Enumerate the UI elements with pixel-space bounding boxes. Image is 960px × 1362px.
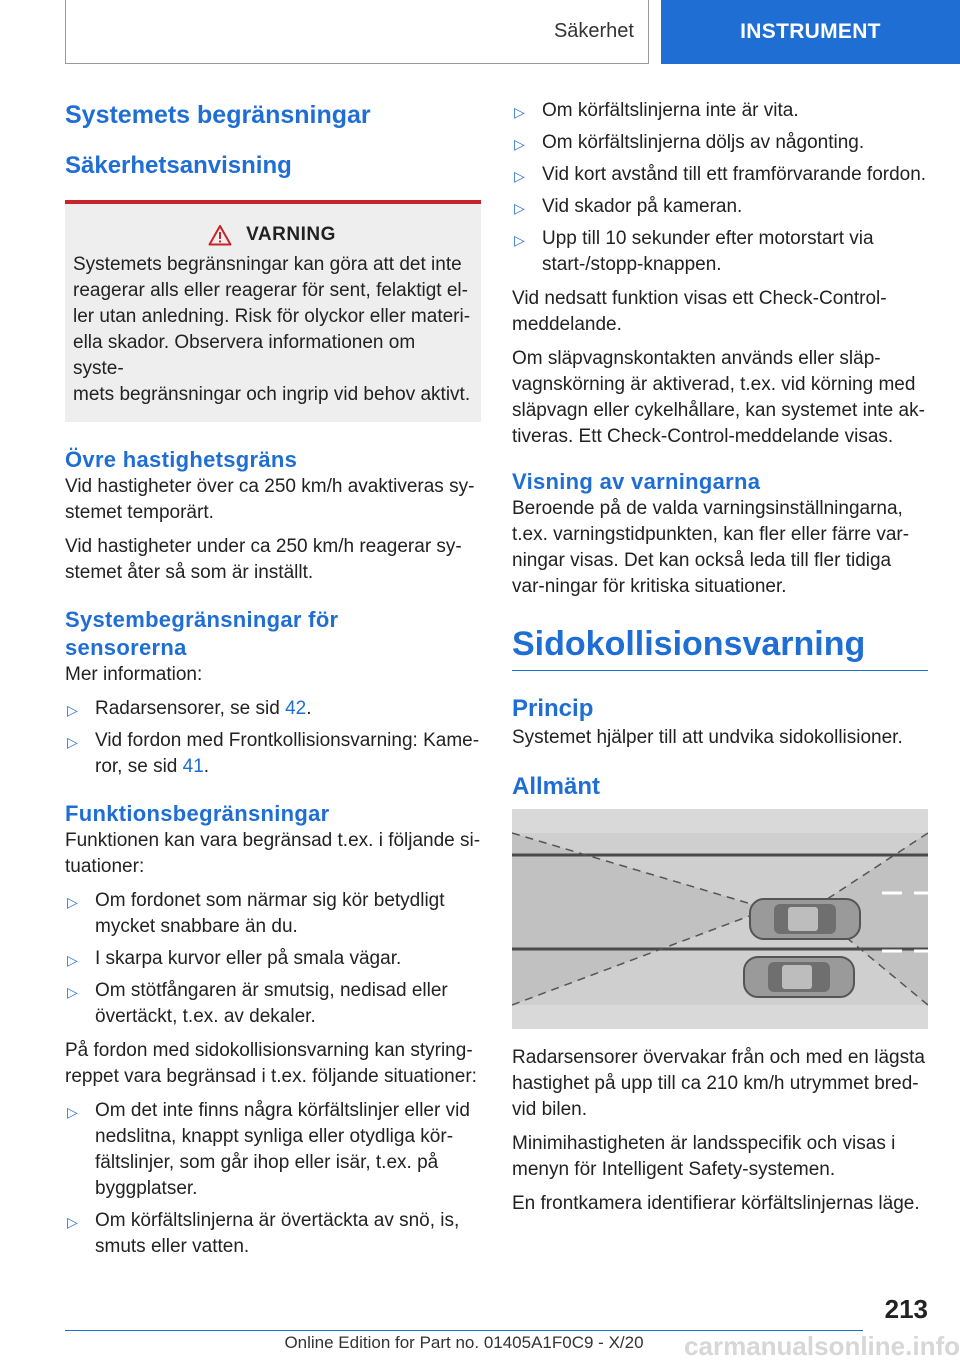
principle-paragraph: Systemet hjälper till att undvika sidokollisioner. — [512, 727, 903, 748]
trailer-paragraph: Om släpvagnskontakten används eller släp-vagnskörning är aktiverad, t.ex. vid körning med släpvagn eller cykelhållare, kan systemet inte ak-tiveras. Ett Check-Control-meddelande visas. — [512, 348, 925, 447]
function-heading: Funktionsbegränsningar — [65, 801, 330, 826]
car-icon — [750, 899, 860, 939]
page-link[interactable]: 42 — [285, 698, 307, 719]
warning-line: reagerar alls eller reagerar för sent, felaktigt el- — [73, 280, 468, 301]
function-list — [65, 888, 481, 1030]
triangle-bullet-icon: ▷ — [67, 984, 78, 1000]
steering-list — [65, 1098, 481, 1260]
speed-paragraph-2: Vid hastigheter under ca 250 km/h reagerar sy-stemet åter så som är inställt. — [65, 536, 462, 583]
triangle-bullet-icon: ▷ — [514, 232, 525, 248]
section-tab[interactable] — [65, 0, 649, 64]
more-info: Mer information: — [65, 664, 203, 685]
condition-list — [512, 98, 928, 278]
triangle-bullet-icon: ▷ — [514, 168, 525, 184]
list-item: ▷ Vid skador på kameran. — [512, 194, 928, 220]
list-item: ▷ I skarpa kurvor eller på smala vägar. — [65, 946, 481, 972]
triangle-bullet-icon: ▷ — [514, 136, 525, 152]
warning-triangle-icon — [208, 224, 232, 246]
list-item: ▷ Om fordonet som närmar sig kör betydligt mycket snabbare än du. — [67, 890, 445, 937]
triangle-bullet-icon: ▷ — [514, 104, 525, 120]
sensor-heading-line-2: sensorerna — [65, 635, 187, 660]
radar-paragraph: Radarsensorer övervakar från och med en lägsta hastighet på upp till ca 210 km/h utrymmet bred-vid bilen. — [512, 1047, 925, 1120]
steering-intro: På fordon med sidokollisionsvarning kan styring-reppet vara begränsad i t.ex. följande situationer: — [65, 1040, 477, 1087]
triangle-bullet-icon: ▷ — [67, 1214, 78, 1230]
list-item: ▷ Om det inte finns några körfältslinjer eller vid nedslitna, knappt synliga eller otydliga kör-fältslinjer, som går ihop eller isär, t.ex. på byggplatser. — [67, 1100, 470, 1199]
chapter-tab[interactable] — [661, 0, 960, 64]
warning-line: ella skador. Observera informationen om syste- — [73, 332, 416, 379]
list-item: ▷ Radarsensorer, se sid 42. — [65, 696, 481, 722]
function-intro: Funktionen kan vara begränsad t.ex. i följande si-tuationer: — [65, 830, 481, 877]
triangle-bullet-icon: ▷ — [67, 952, 78, 968]
warning-line: ler utan anledning. Risk för olyckor eller materi- — [73, 306, 471, 327]
list-item: ▷ Om körfältslinjerna döljs av någonting. — [512, 130, 928, 156]
triangle-bullet-icon: ▷ — [67, 734, 78, 750]
watermark: carmanualsonline.info — [684, 1331, 960, 1361]
list-item: ▷ Om körfältslinjerna inte är vita. — [512, 98, 928, 124]
speed-heading: Övre hastighetsgräns — [65, 447, 298, 472]
general-heading: Allmänt — [512, 773, 601, 800]
list-item: ▷ Vid kort avstånd till ett framförvarande fordon. — [512, 162, 928, 188]
list-item: ▷ Om stötfångaren är smutsig, nedisad eller övertäckt, t.ex. av dekaler. — [67, 980, 448, 1027]
sensor-heading — [65, 606, 481, 662]
warning-line: Systemets begränsningar kan göra att det inte — [73, 254, 462, 275]
triangle-bullet-icon: ▷ — [514, 200, 525, 216]
car-icon — [744, 957, 854, 997]
page-link[interactable]: 41 — [182, 756, 204, 777]
section-label: Säkerhet — [553, 20, 634, 42]
list-item: ▷ Upp till 10 sekunder efter motorstart via start-/stopp-knappen. — [514, 228, 874, 275]
sensor-heading-line-1: Systembegränsningar för — [65, 607, 339, 632]
list-item: ▷ Om körfältslinjerna är övertäckta av snö, is, smuts eller vatten. — [67, 1210, 460, 1257]
edition-text: Online Edition for Part no. 01405A1F0C9 - X/20 — [284, 1333, 644, 1352]
warning-line: mets begränsningar och ingrip vid behov aktivt. — [73, 384, 471, 405]
page-title: Systemets begränsningar — [65, 101, 371, 129]
triangle-bullet-icon: ▷ — [67, 894, 78, 910]
main-heading: Sidokollisionsvarning — [512, 622, 928, 671]
reduced-function-paragraph: Vid nedsatt funktion visas ett Check-Control-meddelande. — [512, 288, 887, 335]
left-column — [65, 98, 481, 1268]
display-paragraph: Beroende på de valda varningsinställningarna, t.ex. varningstidpunkten, kan fler eller färre var-ningar visas. Det kan också leda till fler tidiga var-ningar för kritiska situationer. — [512, 498, 910, 597]
principle-heading: Princip — [512, 695, 594, 722]
min-speed-paragraph: Minimihastigheten är landsspecifik och visas i menyn för Intelligent Safety-systemen. — [512, 1133, 896, 1180]
triangle-bullet-icon: ▷ — [67, 702, 78, 718]
warning-box — [65, 200, 481, 422]
page-number: 213 — [884, 1294, 928, 1324]
warning-label: VARNING — [246, 224, 336, 245]
chapter-label: INSTRUMENT — [740, 20, 881, 43]
display-heading: Visning av varningarna — [512, 469, 761, 494]
list-item: ▷ Vid fordon med Frontkollisionsvarning: Kame-ror, se sid 41. — [67, 730, 480, 777]
camera-paragraph: En frontkamera identifierar körfältslinjernas läge. — [512, 1193, 920, 1214]
triangle-bullet-icon: ▷ — [67, 1104, 78, 1120]
side-collision-illustration — [512, 809, 928, 1029]
sensor-list — [65, 696, 481, 780]
speed-paragraph-1: Vid hastigheter över ca 250 km/h avaktiveras sy-stemet temporärt. — [65, 476, 475, 523]
safety-heading: Säkerhetsanvisning — [65, 152, 292, 179]
right-column — [512, 98, 928, 1225]
